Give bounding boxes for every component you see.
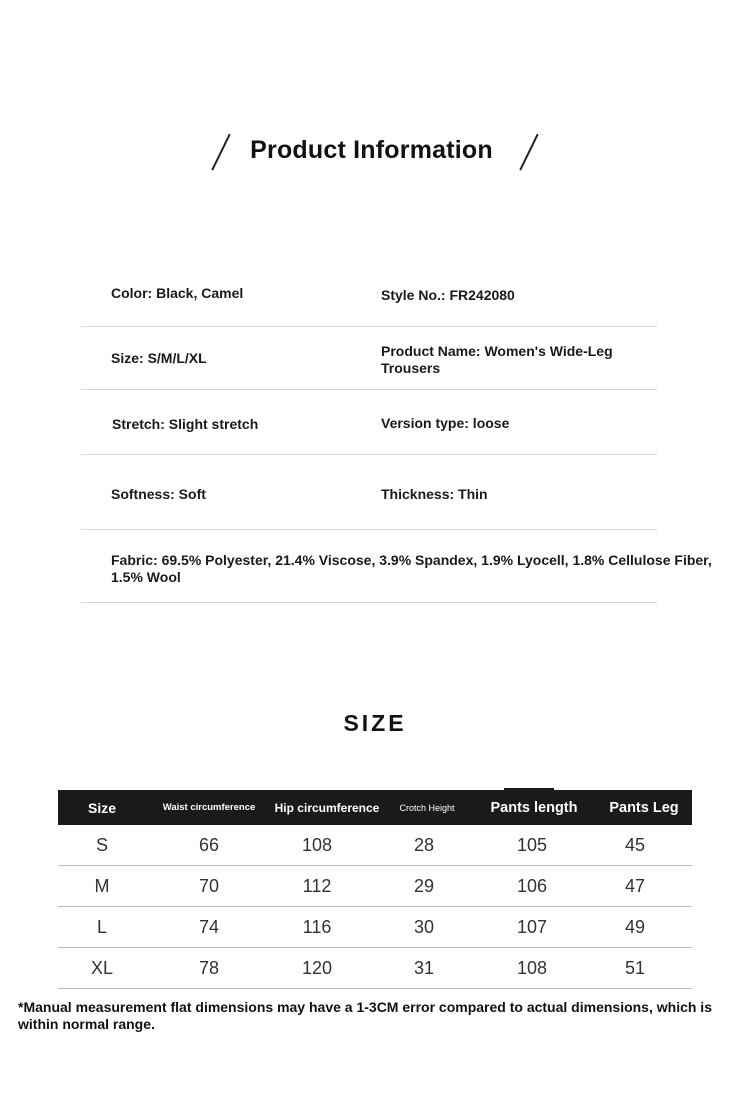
info-product-name: Product Name: Women's Wide-Leg Trousers: [381, 343, 613, 376]
cell-pants-length: 105: [516, 834, 548, 855]
cell-size: S: [95, 834, 108, 855]
cell-hip: 108: [301, 834, 333, 855]
column-header-size: Size: [87, 799, 116, 816]
divider: [81, 602, 657, 603]
column-header-pants-length: Pants length: [490, 799, 578, 816]
cell-pants-leg: 45: [624, 834, 646, 855]
cell-pants-length: 108: [516, 957, 548, 978]
info-thickness: Thickness: Thin: [381, 486, 488, 502]
table-row: [58, 825, 692, 866]
cell-size: M: [94, 875, 110, 896]
cell-pants-leg: 49: [624, 916, 646, 937]
info-fabric: Fabric: 69.5% Polyester, 21.4% Viscose, 3.9% Spandex, 1.9% Lyocell, 1.8% Cellulose Fiber, 1.5% Wool: [111, 552, 712, 585]
cell-hip: 120: [301, 957, 333, 978]
cell-crotch-height: 28: [413, 834, 435, 855]
cell-size: XL: [90, 957, 114, 978]
divider: [81, 389, 657, 390]
cell-crotch-height: 30: [413, 916, 435, 937]
cell-pants-leg: 47: [624, 875, 646, 896]
size-table-header: [58, 790, 692, 825]
column-header-hip: Hip circumference: [274, 800, 380, 815]
info-softness: Softness: Soft: [111, 486, 206, 502]
cell-waist: 74: [198, 916, 220, 937]
page-title: Product Information: [250, 136, 493, 164]
cell-pants-length: 106: [516, 875, 548, 896]
cell-waist: 78: [198, 957, 220, 978]
cell-hip: 112: [302, 875, 332, 896]
info-stretch: Stretch: Slight stretch: [112, 416, 259, 432]
table-row: [58, 907, 692, 948]
column-header-crotch-height: Crotch Height: [399, 802, 455, 813]
cell-size: L: [96, 916, 107, 937]
info-style-no: Style No.: FR242080: [381, 287, 515, 303]
table-row: [58, 866, 692, 907]
divider: [81, 529, 657, 530]
divider: [81, 326, 657, 327]
cell-crotch-height: 29: [413, 875, 435, 896]
info-version-type: Version type: loose: [381, 415, 510, 431]
info-size: Size: S/M/L/XL: [111, 350, 207, 366]
column-header-waist: Waist circumference: [162, 802, 256, 813]
cell-hip: 116: [302, 916, 332, 937]
cell-crotch-height: 31: [413, 957, 435, 978]
table-row: [58, 948, 692, 989]
info-color: Color: Black, Camel: [111, 285, 244, 301]
cell-pants-length: 107: [516, 916, 548, 937]
size-section-title: SIZE: [343, 710, 407, 736]
measurement-footnote: *Manual measurement flat dimensions may have a 1-3CM error compared to actual dimensions, which is within normal range.: [18, 999, 712, 1032]
column-header-pants-leg: Pants Leg: [609, 799, 679, 816]
cell-waist: 70: [198, 875, 220, 896]
size-table: [58, 790, 692, 989]
cell-pants-leg: 51: [624, 957, 646, 978]
divider: [81, 454, 657, 455]
cell-waist: 66: [198, 834, 220, 855]
